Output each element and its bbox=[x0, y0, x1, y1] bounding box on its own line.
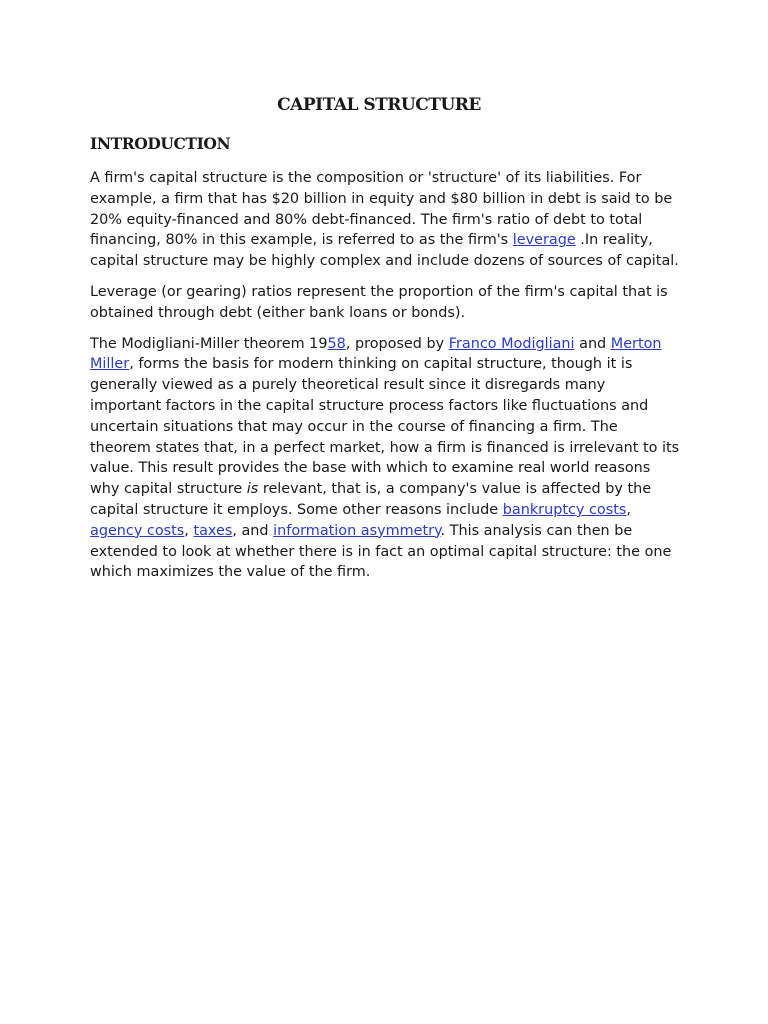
link-taxes[interactable]: taxes bbox=[193, 522, 233, 539]
link-1958[interactable]: 58 bbox=[327, 335, 346, 352]
link-leverage[interactable]: leverage bbox=[512, 232, 576, 249]
paragraph-3-text-g: , bbox=[184, 522, 194, 539]
paragraph-3-text-b: , proposed by bbox=[345, 335, 449, 352]
link-franco-modigliani[interactable]: Franco Modigliani bbox=[448, 335, 575, 352]
emphasis-is: is bbox=[246, 481, 259, 498]
section-heading: INTRODUCTION bbox=[90, 134, 231, 153]
link-agency-costs[interactable]: agency costs bbox=[90, 522, 185, 539]
paragraph-3-text-c: and bbox=[574, 335, 611, 352]
document-title: CAPITAL STRUCTURE bbox=[277, 95, 481, 115]
paragraph-3-text-h: , and bbox=[232, 522, 274, 539]
link-merton-miller[interactable]: Merton Miller bbox=[90, 335, 662, 373]
paragraph-1-text-b: .In reality, capital structure may be highly complex and include dozens of sources of capital. bbox=[90, 232, 679, 270]
link-information-asymmetry[interactable]: information asymmetry bbox=[273, 522, 441, 539]
link-bankruptcy-costs[interactable]: bankruptcy costs bbox=[502, 501, 627, 518]
paragraph-3-text-i: . This analysis can then be extended to look at whether there is in fact an optimal capital structure: the one which maximizes the value of the firm. bbox=[90, 522, 672, 581]
paragraph-3-text-f: , bbox=[626, 501, 631, 518]
paragraph-3 bbox=[90, 334, 680, 584]
paragraph-2: Leverage (or gearing) ratios represent the proportion of the firm's capital that is obtained through debt (either bank loans or bonds). bbox=[90, 283, 668, 321]
paragraph-3-text-a: The Modigliani-Miller theorem 19 bbox=[90, 335, 328, 352]
paragraph-1-text-a: A firm's capital structure is the composition or 'structure' of its liabilities. For example, a firm that has $20 billion in equity and $80 billion in debt is said to be 20% equity-financed and 80% debt-financed. The firm's ratio of debt to total financing, 80% in this example, is referred to as the firm's bbox=[90, 170, 673, 249]
paragraph-1 bbox=[90, 168, 680, 272]
paragraph-3-text-d: , forms the basis for modern thinking on capital structure, though it is generally viewed as a purely theoretical result since it disregards many important factors in the capital structure process factors like fluctuations and uncertain situations that may occur in the course of financing a firm. The theorem states that, in a perfect market, how a firm is financed is irrelevant to its value. This result provides the base with which to examine real world reasons why capital structure bbox=[90, 356, 680, 498]
document-body bbox=[90, 168, 680, 593]
paragraph-3-text-e: relevant, that is, a company's value is affected by the capital structure it employs. Some other reasons include bbox=[90, 481, 652, 518]
